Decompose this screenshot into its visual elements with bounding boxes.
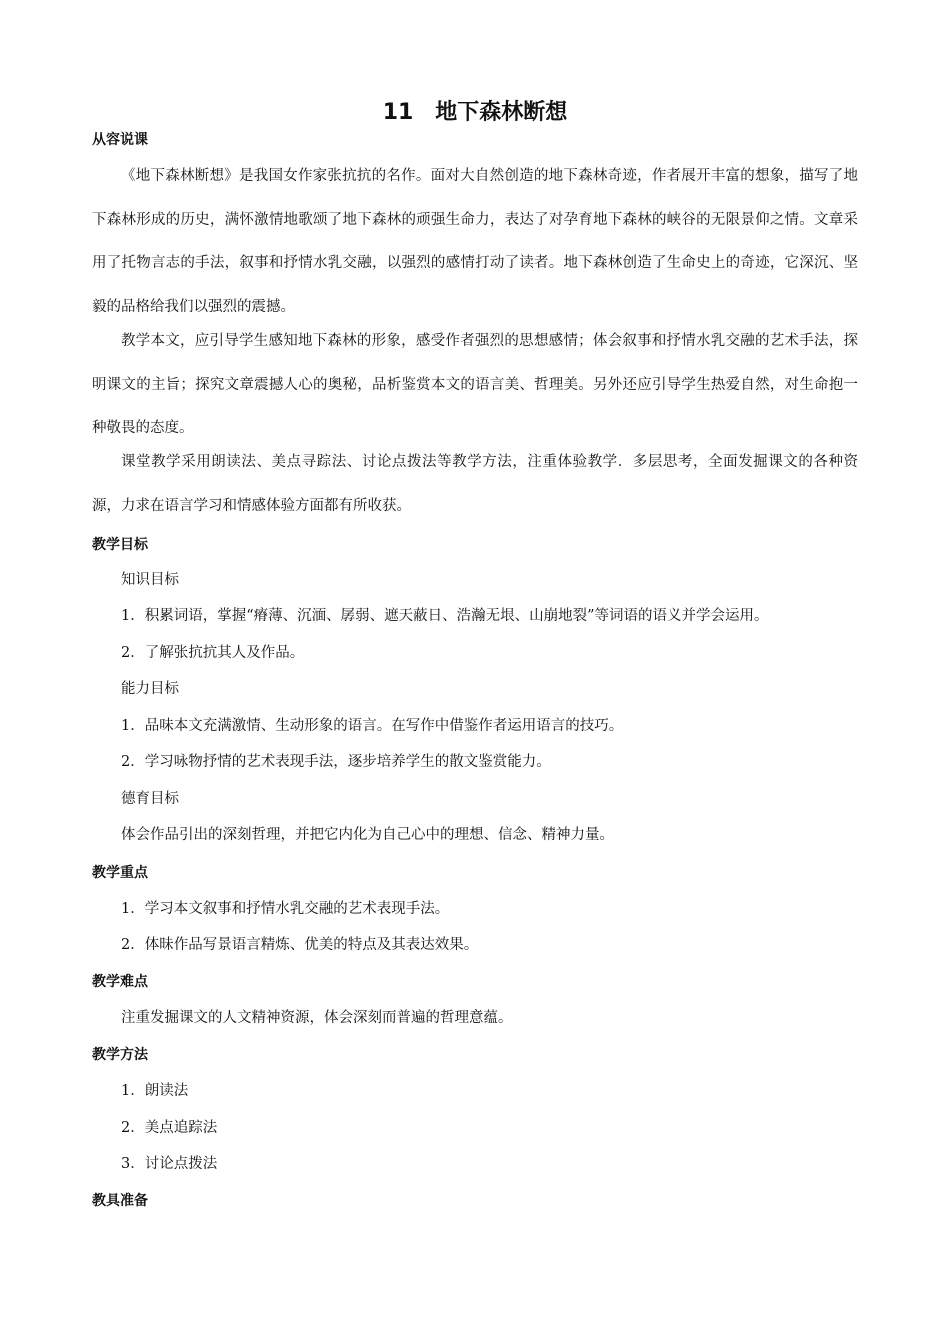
goal-knowledge-item-2: 2．了解张抗抗其人及作品。 [121,645,305,661]
key-point-item-1: 1．学习本文叙事和抒情水乳交融的艺术表现手法。 [121,901,450,917]
method-item-1: 1．朗读法 [121,1083,189,1099]
page-title: 11 地下森林断想 [382,100,568,125]
section-heading-goals: 教学目标 [92,537,148,553]
goal-label-moral: 德育目标 [121,791,179,807]
key-point-item-2: 2．体昧作品写景语言精炼、优美的特点及其表达效果。 [121,937,479,953]
goal-moral-item-1: 体会作品引出的深刻哲理，并把它内化为自己心中的理想、信念、精神力量。 [121,827,614,843]
intro-paragraph-2: 教学本文，应引导学生感知地下森林的形象，感受作者强烈的思想感情；体会叙事和抒情水乳交融的艺术手法，探明课文的主旨；探究文章震撼人心的奥秘，品析鉴赏本文的语言美、哲理美。另外还应引导学生热爱自然，对生命抱一种敬畏的态度。 [92,333,858,436]
goal-label-knowledge: 知识目标 [121,572,179,588]
section-heading-methods: 教学方法 [92,1047,148,1063]
goal-label-ability: 能力目标 [121,681,179,697]
intro-paragraph-1: 《地下森林断想》是我国女作家张抗抗的名作。面对大自然创造的地下森林奇迹，作者展开丰富的想象，描写了地下森林形成的历史，满怀激情地歌颂了地下森林的顽强生命力，表达了对孕育地下森林的峡谷的无限景仰之情。文章采用了托物言志的手法，叙事和抒情水乳交融，以强烈的感情打动了读者。地下森林创造了生命史上的奇迹，它深沉、坚毅的品格给我们以强烈的震撼。 [92,168,858,315]
goal-ability-item-1: 1．品味本文充满激情、生动形象的语言。在写作中借鉴作者运用语言的技巧。 [121,718,624,734]
difficulty-item-1: 注重发掘课文的人文精神资源，体会深刻而普遍的哲理意蕴。 [121,1010,513,1026]
method-item-3: 3．讨论点拨法 [121,1156,218,1172]
section-heading-difficulties: 教学难点 [92,974,148,990]
section-heading-intro: 从容说课 [92,132,148,148]
goal-ability-item-2: 2．学习咏物抒情的艺术表现手法，逐步培养学生的散文鉴赏能力。 [121,754,551,770]
section-heading-tools: 教具准备 [92,1193,148,1209]
section-heading-key-points: 教学重点 [92,865,148,881]
method-item-2: 2．美点追踪法 [121,1120,218,1136]
intro-paragraph-3: 课堂教学采用朗读法、美点寻踪法、讨论点拨法等教学方法，注重体验教学．多层思考，全面发掘课文的各种资源，力求在语言学习和情感体验方面都有所收获。 [92,454,858,514]
goal-knowledge-item-1: 1．积累词语，掌握“瘠薄、沉湎、孱弱、遮天蔽日、浩瀚无垠、山崩地裂”等词语的语义并学会运用。 [121,608,769,624]
